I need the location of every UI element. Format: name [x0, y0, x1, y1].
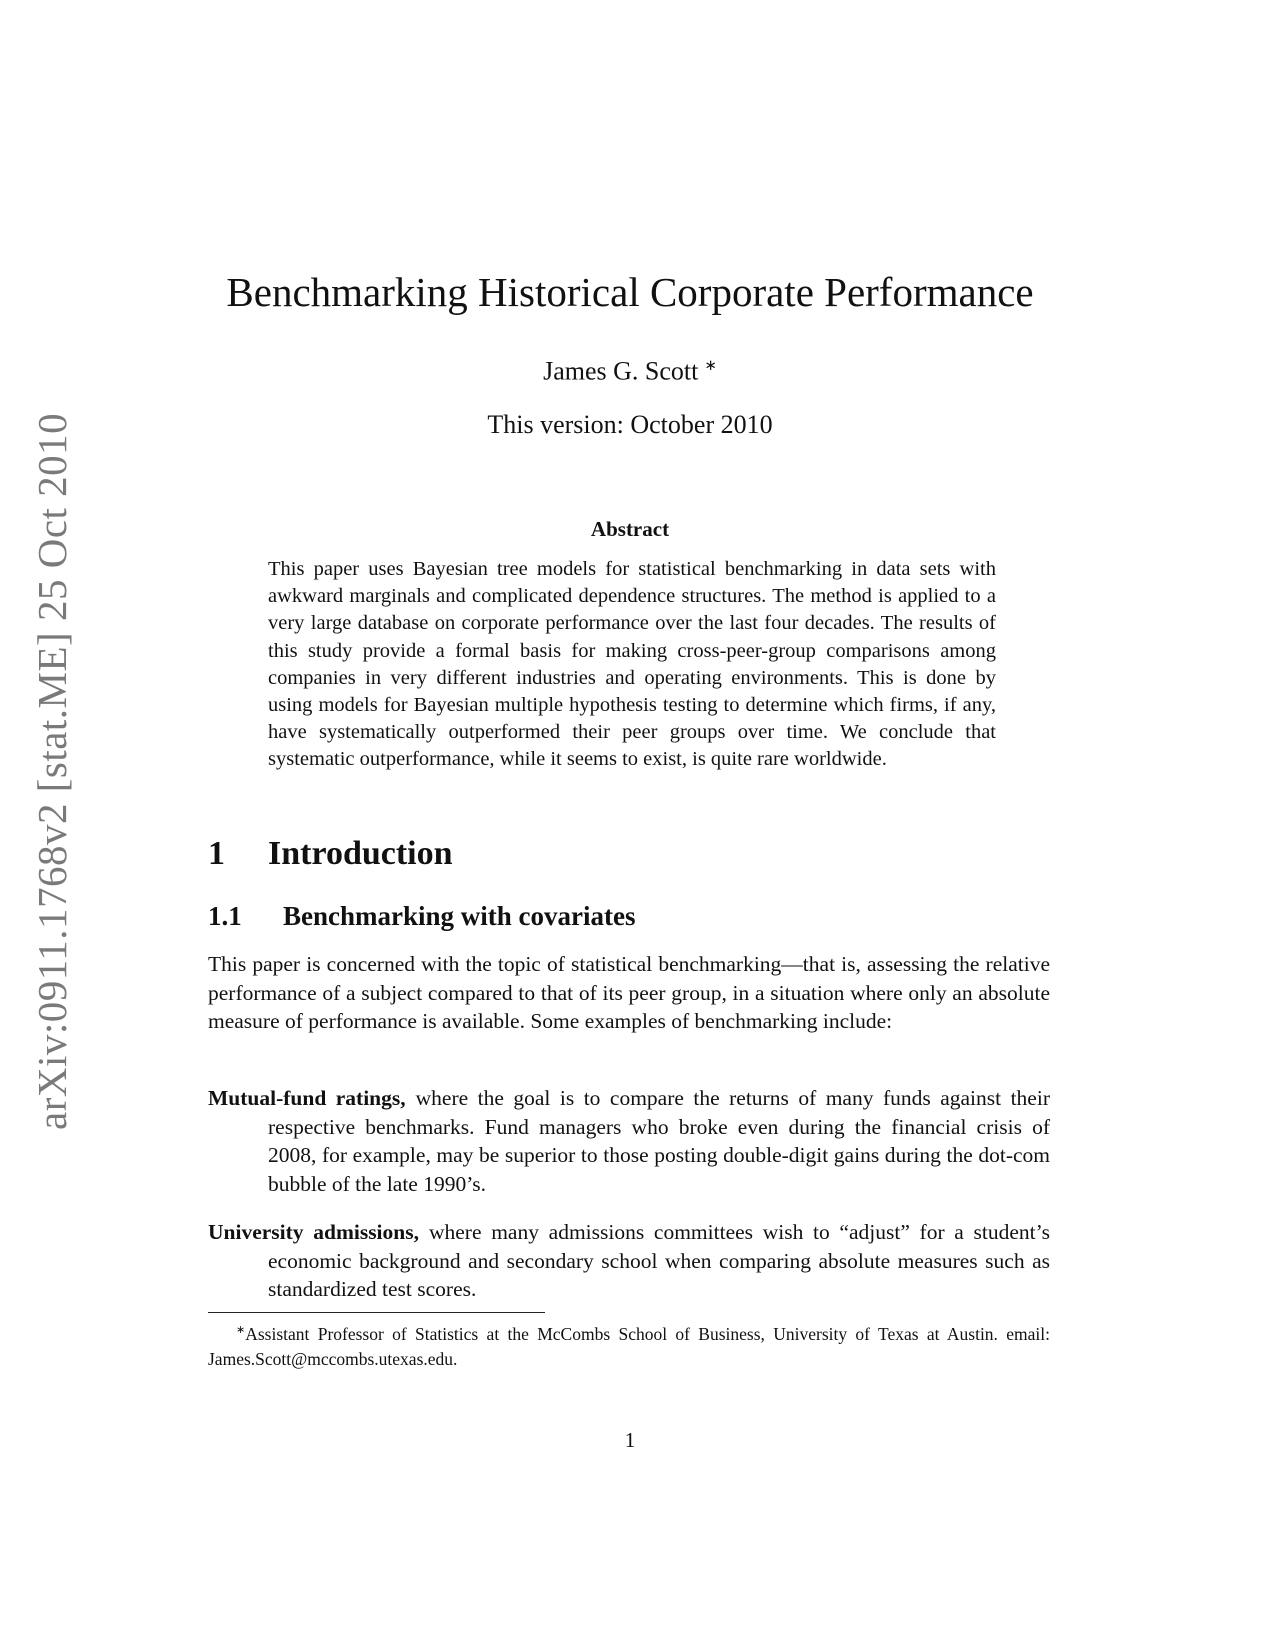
author-line [190, 356, 1070, 387]
version-date: This version: October 2010 [487, 410, 773, 439]
footnote-mark: ∗ [236, 1324, 246, 1336]
example-term: Mutual-fund ratings, [208, 1086, 406, 1110]
footnote-divider [208, 1312, 545, 1313]
footnote-text: Assistant Professor of Statistics at the McCombs School of Business, University of Texas at Austin. email: James.Scott@mccombs.utexas.edu. [208, 1323, 1050, 1369]
example-text: where many admissions committees wish to “adjust” for a student’s economic background and secondary school when comparing absolute measures such as standardized test scores. [268, 1220, 1050, 1302]
arxiv-identifier-stamp[interactable]: arXiv:0911.1768v2 [stat.ME] 25 Oct 2010 [29, 412, 75, 1130]
abstract-heading: Abstract [590, 517, 670, 541]
author-name: James G. Scott [543, 356, 699, 386]
section-number: 1 [208, 835, 225, 872]
footnote [208, 1318, 1050, 1372]
paper-title: Benchmarking Historical Corporate Performance [226, 269, 1034, 315]
example-item [208, 1084, 1050, 1198]
intro-paragraph: This paper is concerned with the topic of statistical benchmarking—that is, assessing the relative performance of a subject compared to that of its peer group, in a situation where only an absolute measure of performance is available. Some examples of benchmarking include: [208, 952, 1050, 1034]
author-footnote-mark[interactable]: ∗ [704, 358, 717, 374]
section-heading [208, 835, 453, 873]
page-number: 1 [624, 1428, 636, 1452]
example-term: University admissions, [208, 1220, 419, 1244]
abstract-text: This paper uses Bayesian tree models for statistical benchmarking in data sets with awkward marginals and complicated dependence structures. The method is applied to a very large database on corporate performance over the last four decades. The results of this study provide a formal basis for making cross-peer-group comparisons among companies in very different industries and operating environments. This is done by using models for Bayesian multiple hypothesis testing to determine which firms, if any, have systematically outperformed their peer groups over time. We conclude that systematic outperformance, while it seems to exist, is quite rare worldwide. [268, 558, 996, 771]
subsection-number: 1.1 [208, 901, 242, 931]
example-item [208, 1218, 1050, 1304]
subsection-title: Benchmarking with covariates [283, 901, 636, 931]
example-text: where the goal is to compare the returns of many funds against their respective benchmarks. Fund managers who broke even during the financial crisis of 2008, for example, may be superior to those posting double-digit gains during the dot-com bubble of the late 1990’s. [268, 1086, 1050, 1196]
section-title: Introduction [268, 835, 453, 872]
subsection-heading [208, 901, 635, 932]
